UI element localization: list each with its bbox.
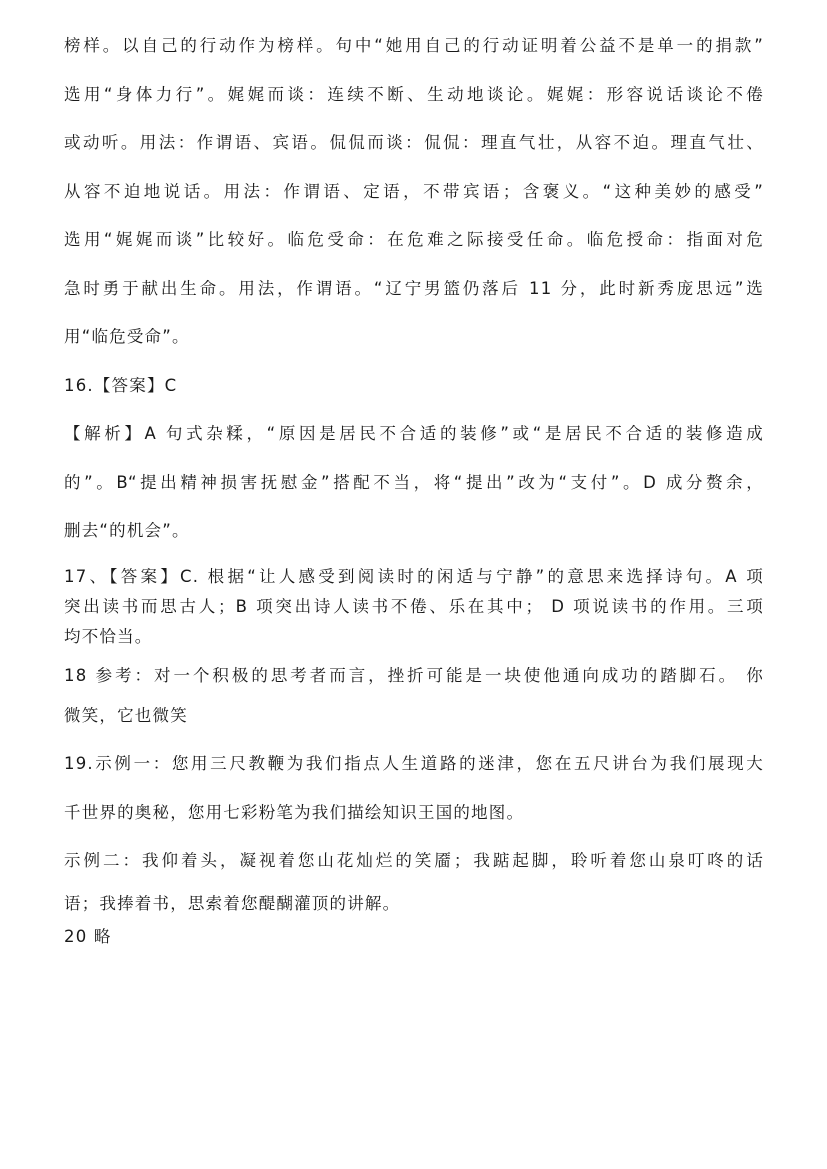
paragraph-line: 选用“身体力行”。娓娓而谈：连续不断、生动地谈论。娓娓：形容说话谈论不倦 — [64, 84, 764, 104]
paragraph-line: 从容不迫地说话。用法：作谓语、定语，不带宾语；含褒义。“这种美妙的感受” — [64, 181, 764, 201]
answer-16 — [64, 362, 764, 556]
paragraph-line: 【解析】A 句式杂糅，“原因是居民不合适的装修”或“是居民不合适的装修造成 — [64, 424, 764, 443]
paragraph-line: 微笑，它也微笑 — [64, 705, 188, 725]
answer-20 — [64, 922, 764, 952]
paragraph-line: 用“临危受命”。 — [64, 327, 190, 346]
paragraph-line: 突出读书而思古人；B 项突出诗人读书不倦、乐在其中； D 项说读书的作用。三项 — [64, 596, 764, 616]
paragraph-line: 或动听。用法：作谓语、宾语。侃侃而谈：侃侃：理直气壮，从容不迫。理直气壮、 — [64, 133, 764, 152]
paragraph-line: 删去“的机会”。 — [64, 521, 190, 540]
answer-16-heading: 16.【答案】C — [64, 375, 178, 395]
paragraph-line: 语；我捧着书，思索着您醍醐灌顶的讲解。 — [64, 893, 401, 913]
answer-18 — [64, 660, 764, 741]
document-page — [64, 22, 764, 952]
paragraph-line: 急时勇于献出生命。用法，作谓语。“辽宁男篮仍落后 11 分，此时新秀庞思远”选 — [64, 278, 764, 298]
paragraph-line: 千世界的奥秘，您用七彩粉笔为我们描绘知识王国的地图。 — [64, 802, 525, 822]
paragraph-line: 18 参考：对一个积极的思考者而言，挫折可能是一块使他通向成功的踏脚石。 你 — [64, 665, 764, 685]
paragraph-line: 的”。B“提出精神损害抚慰金”搭配不当，将“提出”改为“支付”。D 成分赘余， — [64, 472, 764, 492]
answer-17 — [64, 562, 764, 652]
paragraph-line: 榜样。以自己的行动作为榜样。句中“她用自己的行动证明着公益不是单一的捐款” — [64, 36, 764, 55]
paragraph-line: 19.示例一：您用三尺教鞭为我们指点人生道路的迷津，您在五尺讲台为我们展现大 — [64, 754, 764, 773]
paragraph-line: 选用“娓娓而谈”比较好。临危受命：在危难之际接受任命。临危授命：指面对危 — [64, 230, 764, 249]
paragraph-line: 示例二：我仰着头，凝视着您山花灿烂的笑靥；我踮起脚，聆听着您山泉叮咚的话 — [64, 851, 764, 870]
paragraph-line: 17、【答案】C. 根据“让人感受到阅读时的闲适与宁静”的意思来选择诗句。A 项 — [64, 566, 764, 586]
paragraph-line: 均不恰当。 — [64, 626, 153, 646]
answer-15-explanation — [64, 22, 764, 362]
answer-19 — [64, 740, 764, 922]
answer-20-text: 20 略 — [64, 926, 112, 946]
